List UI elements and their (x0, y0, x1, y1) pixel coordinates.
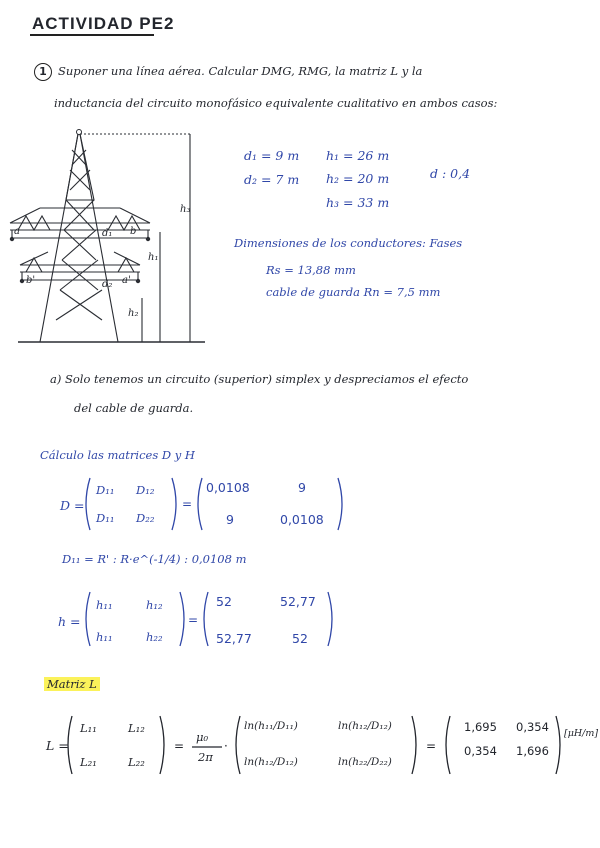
d-sym-21: D₁₁ (96, 511, 115, 525)
h-val-12: 52,77 (280, 594, 316, 609)
ln-term-22: ln(h₂₂/D₂₂) (338, 756, 392, 768)
svg-text:=: = (174, 739, 185, 753)
problem-line-2: inductancia del circuito monofásico equivalente cualitativo en ambos casos: (54, 96, 498, 110)
svg-text:·: · (224, 739, 228, 753)
matrix-l-heading-text: Matriz L (44, 677, 100, 691)
ln-term-11: ln(h₁₁/D₁₁) (244, 720, 298, 732)
ln-term-21: ln(h₁₂/D₁₂) (244, 756, 298, 768)
two-pi: 2π (198, 750, 213, 764)
param-h1: h₁ = 26 m (326, 148, 390, 163)
l-unit: [μH/m] (564, 728, 599, 739)
l-sym-21: L₂₁ (80, 755, 97, 769)
svg-text:=: = (182, 497, 193, 511)
l-sym-11: L₁₁ (80, 721, 97, 735)
l-sym-12: L₁₂ (128, 721, 145, 735)
part-a-line-2: del cable de guarda. (74, 401, 194, 415)
param-rs: Rs = 13,88 mm (266, 263, 356, 277)
d-matrix-label: D = (60, 498, 85, 513)
h-matrix-label: h = (58, 614, 81, 629)
label-a-prime: a' (122, 275, 131, 286)
label-a: a (14, 226, 20, 237)
d-val-21: 9 (226, 512, 234, 527)
d-val-12: 9 (298, 480, 306, 495)
page-title: ACTIVIDAD PE2 (32, 14, 175, 33)
h-sym-22: h₂₂ (146, 630, 163, 644)
d-sym-11: D₁₁ (96, 483, 115, 497)
param-h3: h₃ = 33 m (326, 195, 390, 210)
label-d2: d₂ (102, 279, 113, 290)
label-h2: h₂ (128, 308, 139, 319)
problem-line-1: Suponer una línea aérea. Calcular DMG, RMG, la matriz L y la (58, 64, 423, 78)
l-val-22: 1,696 (516, 744, 549, 758)
problem-number: 1 (34, 63, 52, 81)
svg-text:=: = (426, 739, 437, 753)
param-d: d : 0,4 (430, 166, 471, 181)
h-sym-21: h₁₁ (96, 630, 113, 644)
d11-line: D₁₁ = R' : R·e^(-1/4) : 0,0108 m (62, 552, 247, 566)
param-cable: cable de guarda Rn = 7,5 mm (266, 285, 441, 299)
h-sym-12: h₁₂ (146, 598, 163, 612)
label-h1: h₁ (148, 252, 159, 263)
param-h2: h₂ = 20 m (326, 171, 390, 186)
dims-title: Dimensiones de los conductores: Fases (234, 236, 463, 250)
d-sym-22: D₂₂ (136, 511, 155, 525)
label-b-prime: b' (26, 275, 36, 286)
label-d1: d₁ (102, 228, 113, 239)
tower-diagram (0, 120, 210, 350)
svg-text:=: = (188, 613, 199, 627)
matrix-l-heading (44, 677, 100, 691)
param-d2: d₂ = 7 m (244, 172, 300, 187)
calc-heading: Cálculo las matrices D y H (40, 448, 195, 462)
d-val-11: 0,0108 (206, 480, 250, 495)
h-val-11: 52 (216, 594, 232, 609)
label-h3: h₃ (180, 204, 191, 215)
l-val-21: 0,354 (464, 744, 497, 758)
param-d1: d₁ = 9 m (244, 148, 300, 163)
label-b: b (130, 226, 137, 237)
l-val-11: 1,695 (464, 720, 497, 734)
title-underline (30, 34, 154, 36)
h-sym-11: h₁₁ (96, 598, 113, 612)
part-a-line-1: a) Solo tenemos un circuito (superior) simplex y despreciamos el efecto (50, 372, 469, 386)
l-sym-22: L₂₂ (128, 755, 145, 769)
l-val-12: 0,354 (516, 720, 549, 734)
mu-zero: μ₀ (196, 730, 209, 744)
h-val-21: 52,77 (216, 631, 252, 646)
h-val-22: 52 (292, 631, 308, 646)
d-sym-12: D₁₂ (136, 483, 155, 497)
ln-term-12: ln(h₁₂/D₁₂) (338, 720, 392, 732)
l-matrix-label: L = (46, 738, 69, 753)
d-val-22: 0,0108 (280, 512, 324, 527)
